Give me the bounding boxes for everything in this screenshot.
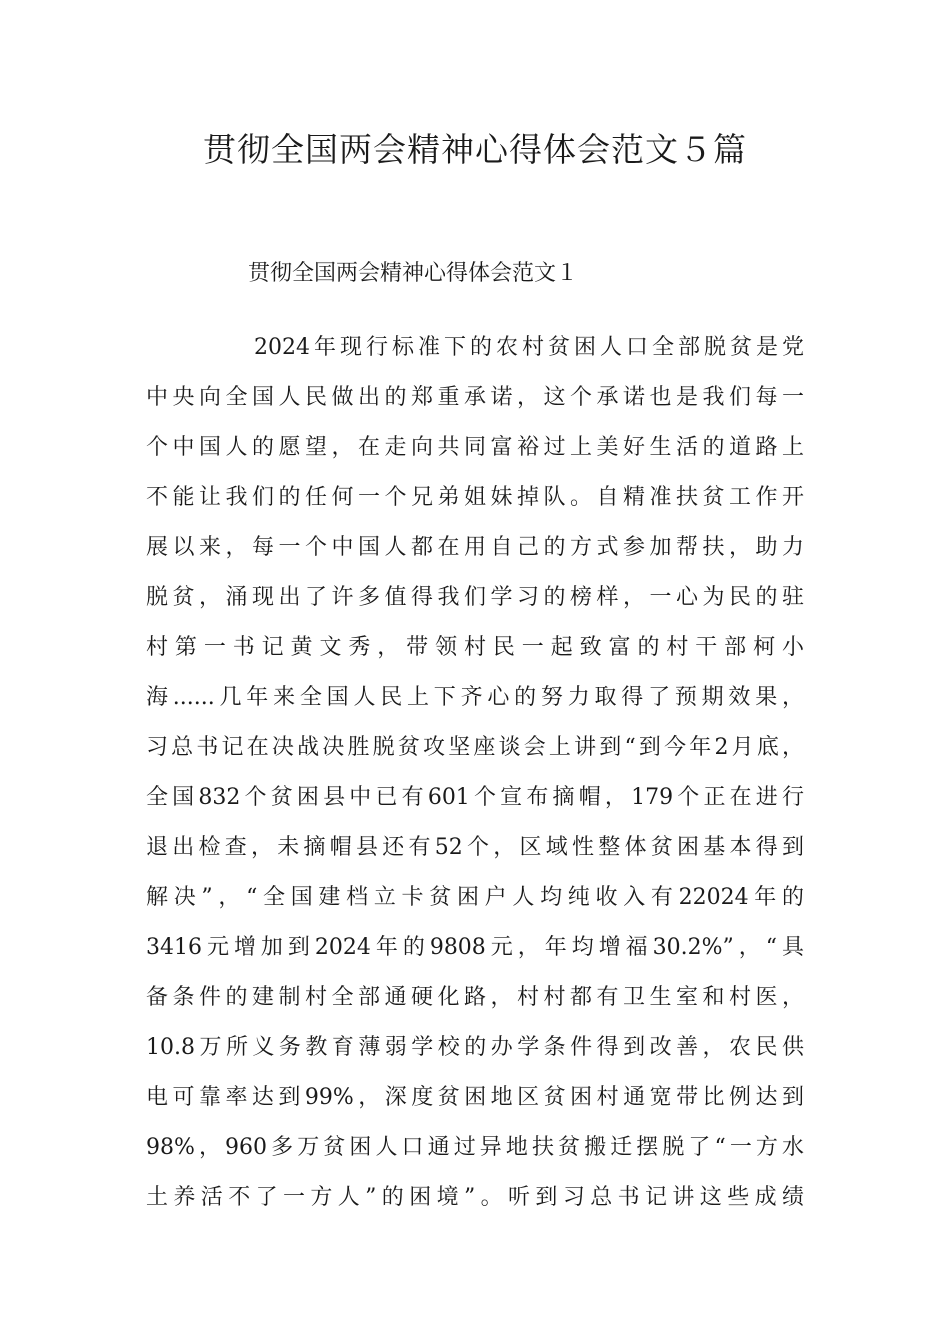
paragraph-line: 10.8万所义务教育薄弱学校的办学条件得到改善，农民供: [146, 1035, 804, 1060]
paragraph-line: 98%，960多万贫困人口通过异地扶贫搬迁摆脱了“一方水: [146, 1135, 804, 1160]
paragraph-line: 全国832个贫困县中已有601个宣布摘帽，179个正在进行: [146, 785, 804, 810]
document-title: 贯彻全国两会精神心得体会范文５篇: [203, 130, 747, 169]
paragraph-line: 备条件的建制村全部通硬化路，村村都有卫生室和村医，: [146, 985, 804, 1010]
paragraph-line: 脱贫，涌现出了许多值得我们学习的榜样，一心为民的驻: [146, 585, 804, 610]
paragraph-line: 习总书记在决战决胜脱贫攻坚座谈会上讲到“到今年2月底，: [146, 735, 804, 760]
paragraph-line: 个中国人的愿望，在走向共同富裕过上美好生活的道路上: [146, 435, 804, 460]
paragraph-line: 2024年现行标准下的农村贫困人口全部脱贫是党: [254, 335, 804, 360]
paragraph-line: 展以来，每一个中国人都在用自己的方式参加帮扶，助力: [146, 535, 804, 560]
section-heading: 贯彻全国两会精神心得体会范文１: [248, 261, 579, 286]
paragraph-line: 退出检查，未摘帽县还有52个，区域性整体贫困基本得到: [146, 835, 804, 860]
paragraph-line: 海......几年来全国人民上下齐心的努力取得了预期效果，: [146, 685, 804, 710]
paragraph-line: 不能让我们的任何一个兄弟姐妹掉队。自精准扶贫工作开: [146, 485, 804, 510]
paragraph-line: 中央向全国人民做出的郑重承诺，这个承诺也是我们每一: [146, 385, 804, 410]
paragraph-line: 电可靠率达到99%，深度贫困地区贫困村通宽带比例达到: [146, 1085, 804, 1110]
paragraph-line: 村第一书记黄文秀，带领村民一起致富的村干部柯小: [146, 635, 804, 660]
paragraph-line: 解决”，“全国建档立卡贫困户人均纯收入有22024年的: [146, 885, 804, 910]
paragraph-line: 3416元增加到2024年的9808元，年均增福30.2%”，“具: [146, 935, 804, 960]
paragraph-line: 土养活不了一方人”的困境”。听到习总书记讲这些成绩: [146, 1185, 804, 1210]
